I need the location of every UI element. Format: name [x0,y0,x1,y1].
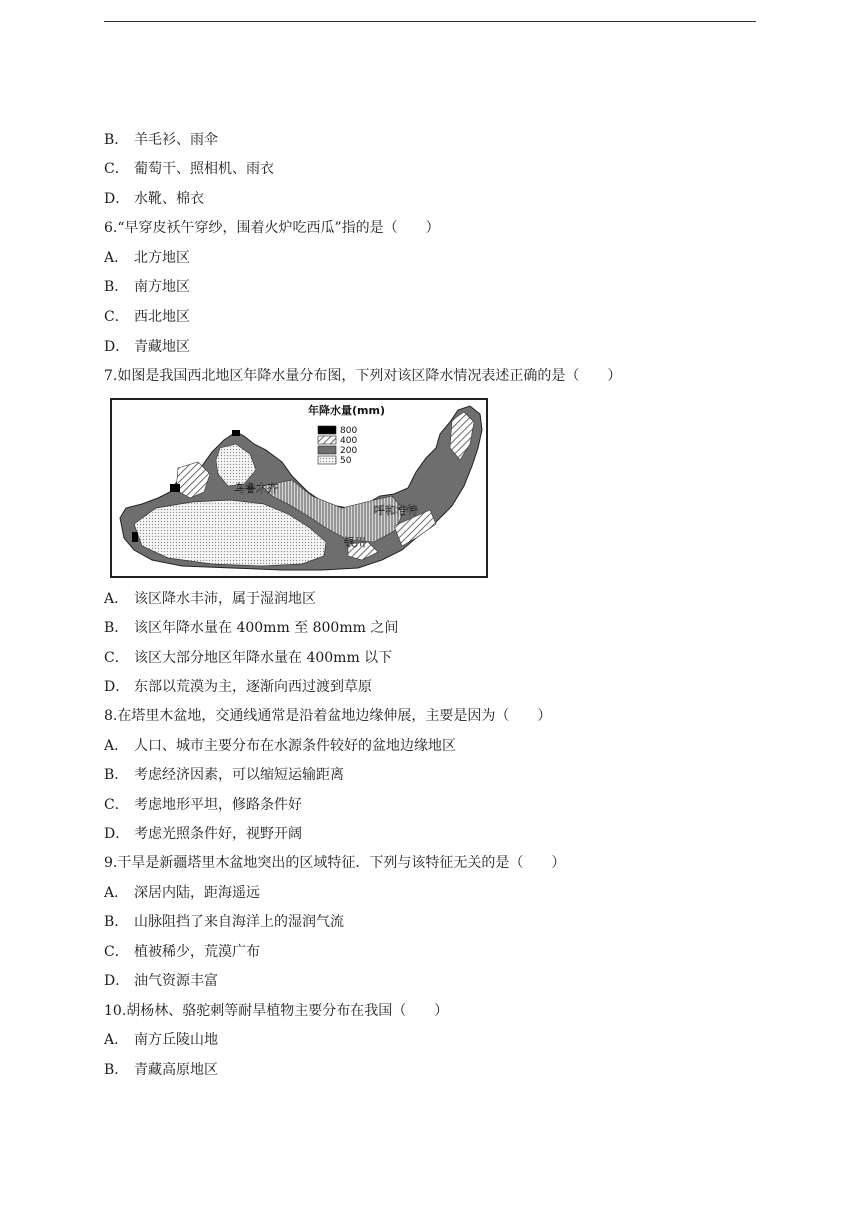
region-black-spot [132,532,138,542]
legend-label-200: 200 [340,446,358,456]
q9-option-d[interactable]: D． 油气资源丰富 [104,973,218,989]
legend-swatch-400 [318,436,336,444]
legend-swatch-200 [318,446,336,454]
q6-stem: 6.“早穿皮袄午穿纱，围着火炉吃西瓜”指的是（ ） [104,220,440,236]
q10-option-b[interactable]: B． 青藏高原地区 [104,1062,218,1078]
region-black-spot [170,484,180,492]
q5-option-b[interactable]: B． 羊毛衫、雨伞 [104,132,218,148]
q5-option-c[interactable]: C． 葡萄干、照相机、雨衣 [104,161,274,177]
q7-option-c[interactable]: C． 该区大部分地区年降水量在 400mm 以下 [104,650,393,666]
city-label-yinchuan: 银川 [344,536,366,549]
header-rule [104,21,756,22]
city-label-hohhot: 呼和浩特 [374,504,418,517]
q6-option-b[interactable]: B． 南方地区 [104,279,190,295]
q7-option-a[interactable]: A． 该区降水丰沛，属于湿润地区 [104,591,316,607]
q7-stem: 7.如图是我国西北地区年降水量分布图，下列对该区降水情况表述正确的是（ ） [104,368,622,384]
q5-option-d[interactable]: D． 水靴、棉衣 [104,191,204,207]
q8-option-a[interactable]: A． 人口、城市主要分布在水源条件较好的盆地边缘地区 [104,738,456,754]
q10-option-a[interactable]: A． 南方丘陵山地 [104,1032,218,1048]
q9-stem: 9.干旱是新疆塔里木盆地突出的区域特征．下列与该特征无关的是（ ） [104,855,566,871]
legend-title: 年降水量(mm) [308,404,385,417]
legend-label-400: 400 [340,436,358,446]
region-black-spot [232,430,240,436]
q10-stem: 10.胡杨林、骆驼刺等耐旱植物主要分布在我国（ ） [104,1003,449,1019]
q6-option-c[interactable]: C． 西北地区 [104,309,190,325]
q8-option-b[interactable]: B． 考虑经济因素，可以缩短运输距离 [104,767,344,783]
legend-swatch-50 [318,456,336,464]
legend-label-50: 50 [340,456,352,466]
legend-swatch-800 [318,426,336,434]
q9-option-c[interactable]: C． 植被稀少，荒漠广布 [104,944,260,960]
q9-option-a[interactable]: A． 深居内陆，距海遥远 [104,885,260,901]
q8-stem: 8.在塔里木盆地，交通线通常是沿着盆地边缘伸展，主要是因为（ ） [104,708,552,724]
q7-option-b[interactable]: B． 该区年降水量在 400mm 至 800mm 之间 [104,620,399,636]
q9-option-b[interactable]: B． 山脉阻挡了来自海洋上的湿润气流 [104,914,344,930]
q6-option-a[interactable]: A． 北方地区 [104,250,190,266]
precipitation-map [110,398,488,578]
legend-label-800: 800 [340,426,358,436]
city-label-urumqi: 乌鲁木齐 [234,482,278,495]
q8-option-c[interactable]: C． 考虑地形平坦，修路条件好 [104,797,302,813]
q8-option-d[interactable]: D． 考虑光照条件好，视野开阔 [104,826,302,842]
q7-option-d[interactable]: D． 东部以荒漠为主，逐渐向西过渡到草原 [104,679,372,695]
q6-option-d[interactable]: D． 青藏地区 [104,339,190,355]
